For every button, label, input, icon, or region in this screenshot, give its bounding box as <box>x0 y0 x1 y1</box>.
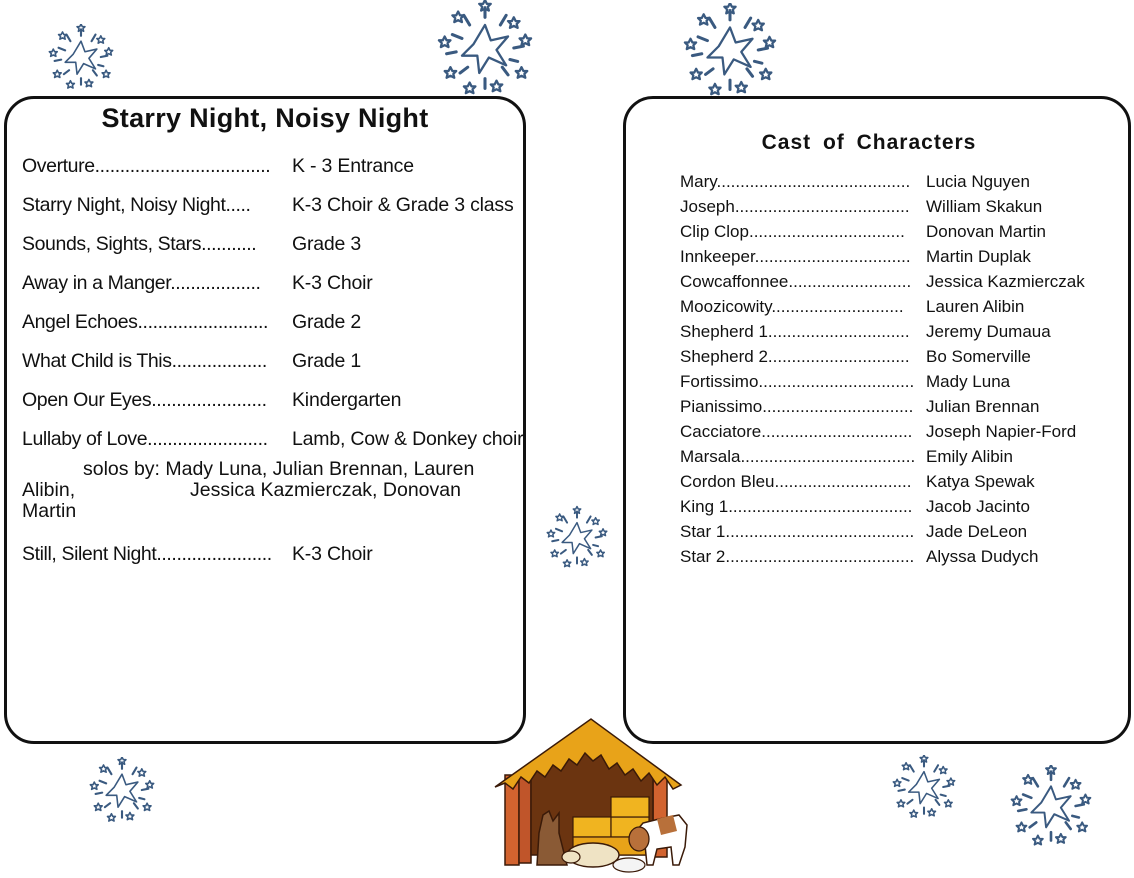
star-burst-icon <box>888 755 960 819</box>
role: Cordon Bleu............................. <box>680 472 912 491</box>
star-burst-icon <box>678 3 782 97</box>
role: Mary......................................... <box>680 172 911 191</box>
cast-item <box>680 497 1030 517</box>
actor: Bo Somerville <box>926 347 1031 366</box>
cast-item <box>680 197 1043 217</box>
performer: Grade 2 <box>292 311 362 333</box>
star-burst-icon <box>1003 765 1099 847</box>
piece-title: Angel Echoes.......................... <box>22 311 268 333</box>
role: Moozicowity............................ <box>680 297 904 316</box>
actor: Julian Brennan <box>926 397 1040 416</box>
program-item <box>22 311 362 334</box>
performer: Grade 3 <box>292 233 362 255</box>
role: Cowcaffonnee.......................... <box>680 272 912 291</box>
role: Shepherd 2.............................. <box>680 347 910 366</box>
star-burst-icon <box>45 24 117 90</box>
actor: Jeremy Dumaua <box>926 322 1051 341</box>
actor: Joseph Napier-Ford <box>926 422 1077 441</box>
cast-item <box>680 422 1077 442</box>
performer: K-3 Choir & Grade 3 class <box>292 194 514 216</box>
actor: Lauren Alibin <box>926 297 1025 316</box>
role: Joseph..................................... <box>680 197 910 216</box>
program-item <box>22 543 373 566</box>
cast-item <box>680 397 1040 417</box>
program-item <box>22 155 414 178</box>
nativity-stable-icon <box>493 715 691 873</box>
cast-item <box>680 522 1028 542</box>
program-item <box>22 233 362 256</box>
actor: Alyssa Dudych <box>926 547 1039 566</box>
solos-line-3: Martin <box>22 500 77 522</box>
cast-item <box>680 272 1085 292</box>
solos-line-2: Alibin, Jessica Kazmierczak, Donovan <box>22 479 461 501</box>
piece-title: Sounds, Sights, Stars........... <box>22 233 257 255</box>
role: Fortissimo................................. <box>680 372 915 391</box>
role: Cacciatore................................ <box>680 422 913 441</box>
actor: Katya Spewak <box>926 472 1035 491</box>
program-item <box>22 350 362 373</box>
performer: K - 3 Entrance <box>292 155 414 177</box>
performer: K-3 Choir <box>292 543 373 565</box>
cast-item <box>680 347 1031 367</box>
cast-item <box>680 547 1039 567</box>
star-burst-icon <box>84 757 160 823</box>
program-panel <box>4 96 526 744</box>
role: Marsala..................................... <box>680 447 916 466</box>
role: Pianissimo................................ <box>680 397 914 416</box>
star-burst-icon <box>546 505 608 570</box>
cast-panel <box>623 96 1131 744</box>
program-title: Starry Night, Noisy Night <box>101 103 429 133</box>
performer: K-3 Choir <box>292 272 373 294</box>
cast-item <box>680 472 1035 492</box>
actor: Martin Duplak <box>926 247 1031 266</box>
solos-note <box>22 459 532 522</box>
actor: Jade DeLeon <box>926 522 1028 541</box>
piece-title: Away in a Manger.................. <box>22 272 261 294</box>
performer: Kindergarten <box>292 389 402 411</box>
actor: Donovan Martin <box>926 222 1047 241</box>
role: Shepherd 1.............................. <box>680 322 910 341</box>
performer: Lamb, Cow & Donkey choir <box>292 428 524 450</box>
performer: Grade 1 <box>292 350 362 372</box>
star-burst-icon <box>433 0 537 96</box>
role: Clip Clop................................. <box>680 222 905 241</box>
piece-title: Still, Silent Night....................... <box>22 543 272 565</box>
program-item <box>22 194 514 217</box>
actor: Jacob Jacinto <box>926 497 1030 516</box>
role: Innkeeper................................. <box>680 247 911 266</box>
cast-item <box>680 322 1051 342</box>
actor: William Skakun <box>926 197 1043 216</box>
cast-item <box>680 247 1031 267</box>
piece-title: Overture................................... <box>22 155 271 177</box>
cast-item <box>680 222 1047 242</box>
piece-title: Open Our Eyes....................... <box>22 389 267 411</box>
actor: Emily Alibin <box>926 447 1013 466</box>
solos-line-1: solos by: Mady Luna, Julian Brennan, Lauren <box>83 458 475 480</box>
cast-item <box>680 372 1011 392</box>
piece-title: What Child is This................... <box>22 350 267 372</box>
role: Star 2........................................ <box>680 547 915 566</box>
program-item <box>22 389 402 412</box>
actor: Lucia Nguyen <box>926 172 1030 191</box>
cast-item <box>680 447 1013 467</box>
cast-item <box>680 172 1030 192</box>
piece-title: Lullaby of Love........................ <box>22 428 268 450</box>
role: King 1....................................... <box>680 497 913 516</box>
role: Star 1........................................ <box>680 522 915 541</box>
cast-item <box>680 297 1025 317</box>
piece-title: Starry Night, Noisy Night..... <box>22 194 251 216</box>
actor: Mady Luna <box>926 372 1011 391</box>
actor: Jessica Kazmierczak <box>926 272 1085 291</box>
program-item <box>22 428 524 451</box>
cast-title: Cast of Characters <box>761 131 977 154</box>
program-item <box>22 272 373 295</box>
